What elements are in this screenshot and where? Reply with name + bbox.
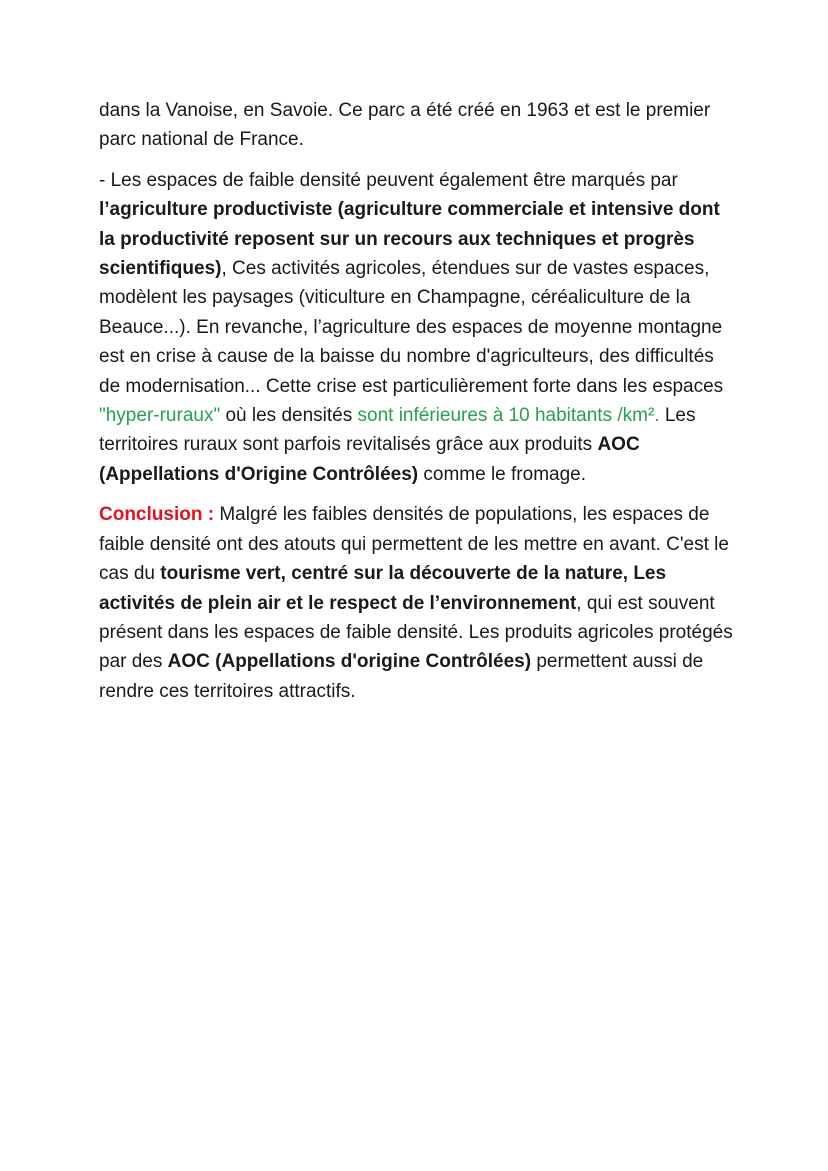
conclusion-label: Conclusion :: [99, 504, 215, 526]
text-run: dans la Vanoise, en Savoie. Ce parc a été créé en 1963 et est le premier parc national de France.: [99, 100, 711, 151]
paragraph-intro: [99, 96, 739, 155]
paragraph-conclusion: [99, 500, 739, 706]
text-run: , Ces activités agricoles, étendues sur de vastes espaces, modèlent les paysages (viticulture en Champagne, céréaliculture de la Beauce...). En revanche, l’agriculture des espaces de moyenne montagne est en crise à cause de la baisse du nombre d'agriculteurs, des difficultés de modernisation... Cette crise est particulièrement forte dans les espaces: [99, 258, 724, 397]
text-run: - Les espaces de faible densité peuvent également être marqués par: [99, 169, 678, 191]
text-run: Les territoires ruraux sont parfois revitalisés grâce aux produits: [99, 405, 696, 456]
bold-term-aoc-conclusion: AOC (Appellations d'origine Contrôlées): [167, 651, 532, 673]
highlight-density: sont inférieures à 10 habitants /km².: [357, 405, 660, 427]
document-page: [99, 96, 739, 717]
bold-term-aoc: AOC (Appellations d'Origine Contrôlées): [99, 434, 640, 485]
bold-term-agriculture-productiviste: l’agriculture productiviste (agriculture commerciale et intensive dont la productivité reposent sur un recours aux techniques et progrès scientifiques): [99, 199, 720, 280]
text-run: , qui est souvent présent dans les espaces de faible densité. Les produits agricoles protégés par des: [99, 592, 733, 673]
text-run: où les densités: [220, 405, 358, 427]
text-run: permettent aussi de rendre ces territoires attractifs.: [99, 651, 704, 702]
text-run: Malgré les faibles densités de populations, les espaces de faible densité ont des atouts qui permettent de les mettre en avant. C'est le cas du: [99, 504, 729, 585]
bold-term-tourisme-vert: tourisme vert, centré sur la découverte de la nature, Les activités de plein air et le respect de l’environnement: [99, 563, 667, 614]
paragraph-agriculture: [99, 166, 739, 489]
text-run: comme le fromage.: [418, 463, 587, 485]
highlight-hyper-ruraux: "hyper-ruraux": [99, 405, 221, 427]
